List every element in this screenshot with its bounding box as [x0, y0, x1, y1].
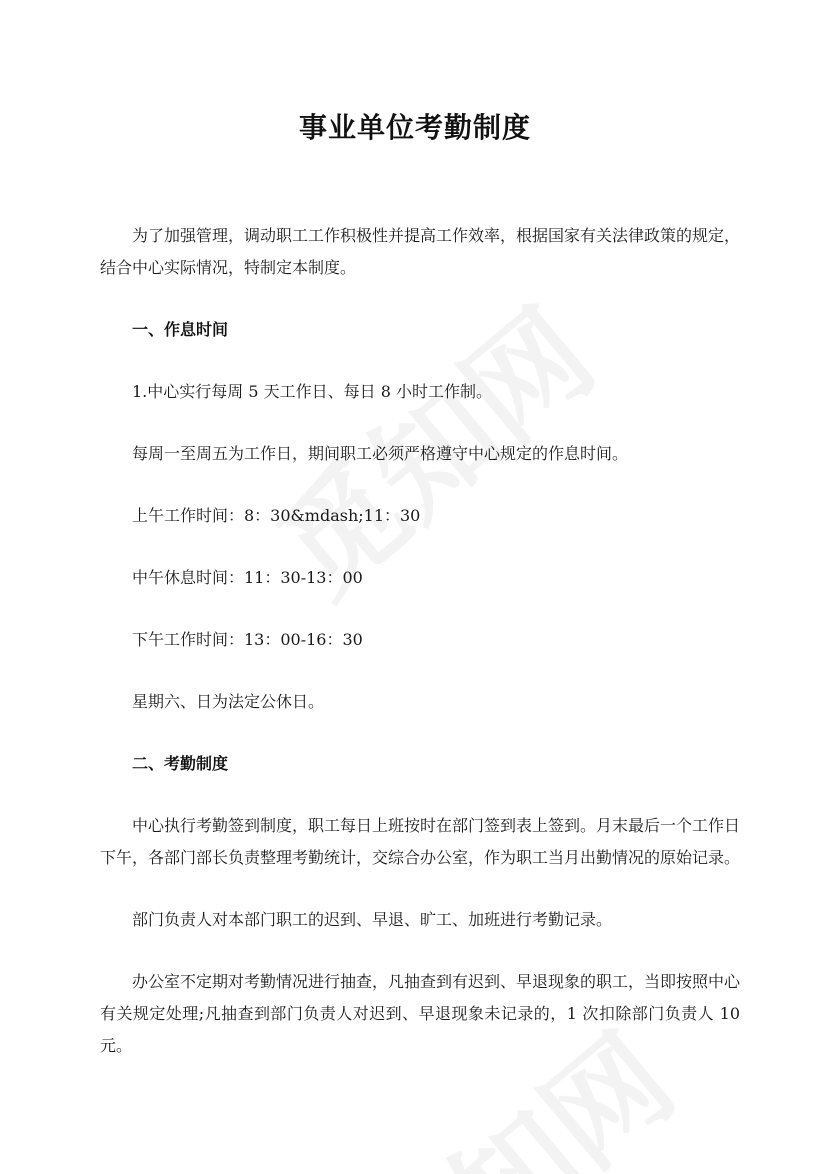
paragraph-workdays: 每周一至周五为工作日，期间职工必须严格遵守中心规定的作息时间。	[132, 444, 629, 463]
intro-paragraph: 为了加强管理，调动职工工作积极性并提高工作效率，根据国家有关法律政策的规定，结合中心实际情况，特制定本制度。	[100, 226, 741, 277]
paragraph-department-records: 部门负责人对本部门职工的迟到、早退、旷工、加班进行考勤记录。	[132, 910, 613, 929]
document-title: 事业单位考勤制度	[298, 111, 531, 144]
section-heading-work-hours: 一、作息时间	[132, 320, 229, 339]
paragraph-morning-hours: 上午工作时间：8：30&mdash;11：30	[132, 506, 421, 525]
paragraph-afternoon-hours: 下午工作时间：13：00-16：30	[132, 630, 363, 649]
paragraph-workweek: 1.中心实行每周 5 天工作日、每日 8 小时工作制。	[132, 382, 492, 401]
paragraph-sign-in: 中心执行考勤签到制度，职工每日上班按时在部门签到表上签到。月末最后一个工作日下午，各部门部长负责整理考勤统计，交综合办公室，作为职工当月出勤情况的原始记录。	[100, 816, 741, 867]
paragraph-weekend: 星期六、日为法定公休日。	[132, 692, 325, 711]
section-heading-attendance: 二、考勤制度	[132, 754, 229, 773]
document-body	[100, 220, 740, 1062]
paragraph-spot-checks: 办公室不定期对考勤情况进行抽查，凡抽查到有迟到、早退现象的职工，当即按照中心有关规定处理;凡抽查到部门负责人对迟到、早退现象未记录的，1 次扣除部门负责人 10 元。	[100, 972, 741, 1055]
paragraph-noon-break: 中午休息时间：11：30-13：00	[132, 568, 363, 587]
